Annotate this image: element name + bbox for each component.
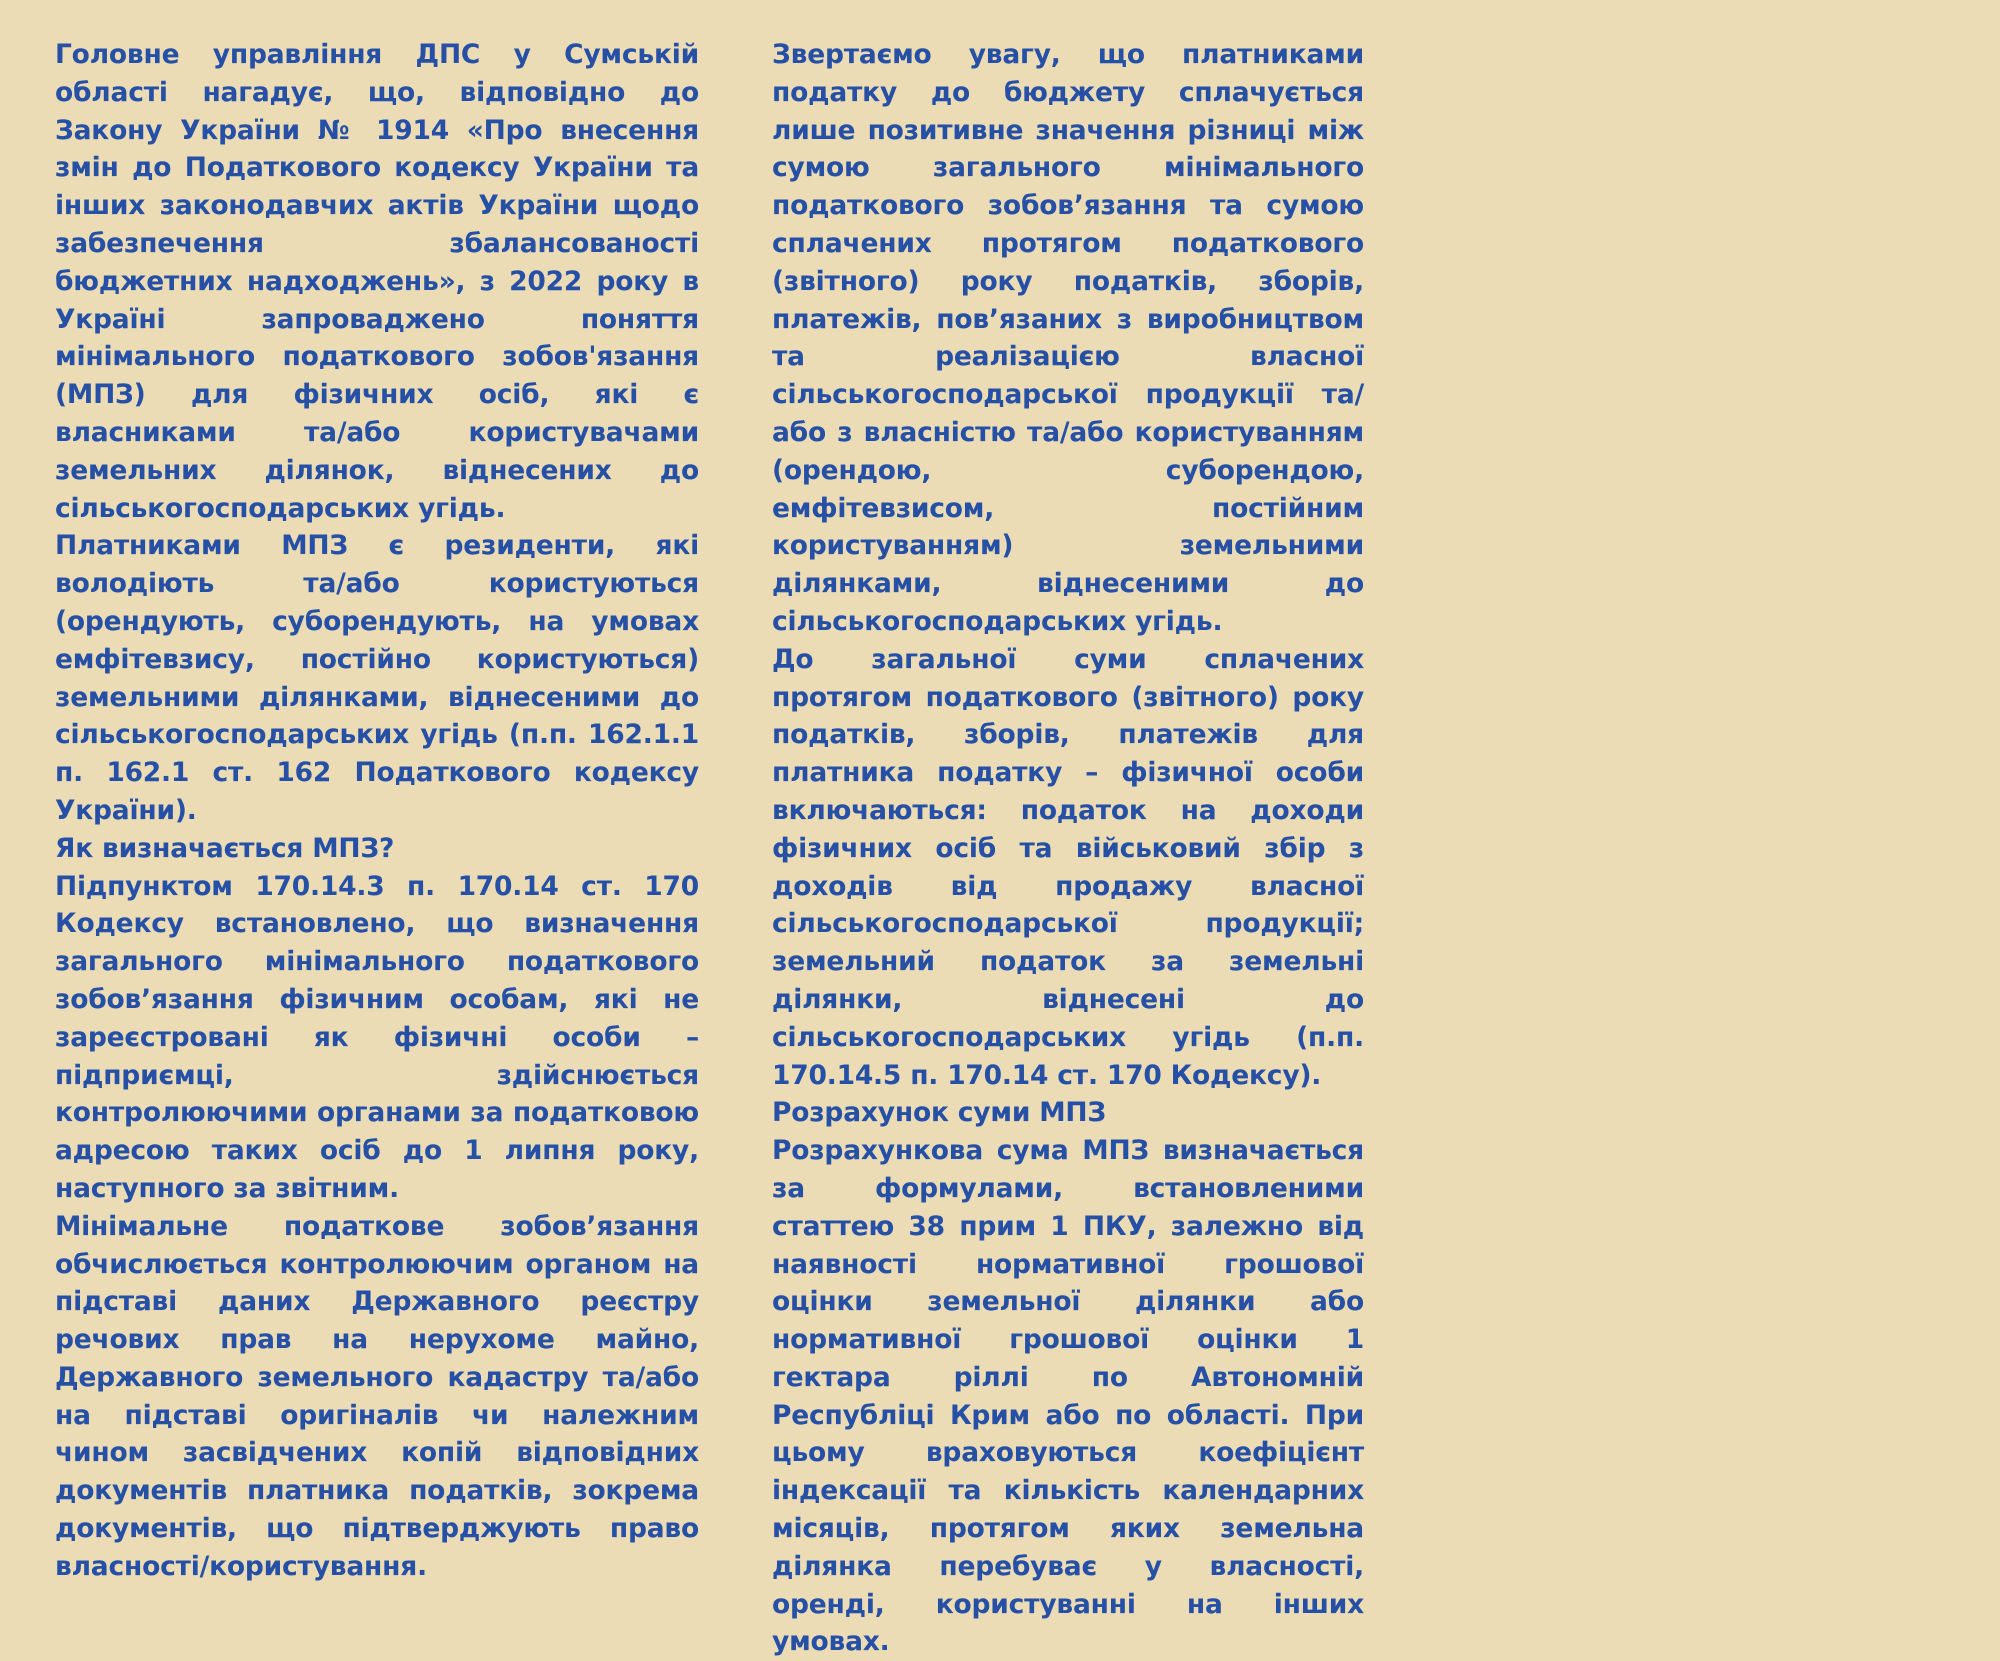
calculation-heading: Розрахунок суми МПЗ — [772, 1097, 1106, 1129]
subparagraph-paragraph: Підпунктом 170.14.3 п. 170.14 ст. 170 Кодексу встановлено, що визначення загального мінімального податкового зобов’язання фізичним особам, які не зареєстровані як фізичні особи – підприємці, здійснюється контролюючими органами за податковою адресою таких осіб до 1 липня року, наступного за звітним. — [55, 870, 699, 1204]
total-sum-paragraph: До загальної суми сплачених протягом податкового (звітного) року податків, зборів, платежів для платника податку – фізичної особи включаються: податок на доходи фізичних осіб та військовий збір з доходів від продажу власної сільськогосподарської продукції; земельний податок за земельні ділянки, віднесені до сільськогосподарських угідь (п.п. 170.14.5 п. 170.14 ст. 170 Кодексу). — [772, 643, 1364, 1091]
right-text-column — [772, 36, 1364, 1661]
payers-paragraph: Платниками МПЗ є резиденти, які володіють та/або користуються (орендують, суборендують, на умовах емфітевзису, постійно користуються) земельними ділянками, віднесеними до сільськогосподарських угідь (п.п. 162.1.1 п. 162.1 ст. 162 Податкового кодексу України). — [55, 530, 699, 826]
intro-paragraph: Головне управління ДПС у Сумській області нагадує, що, відповідно до Закону України № 1914 «Про внесення змін до Податкового кодексу України та інших законодавчих актів України щодо забезпечення збалансованості бюджетних надходжень», з 2022 року в Україні запроваджено поняття мінімального податкового зобов'язання (МПЗ) для фізичних осіб, які є власниками та/або користувачами земельних ділянок, віднесених до сільськогосподарських угідь. — [55, 39, 699, 524]
how-determined-heading: Як визначається МПЗ? — [55, 832, 395, 864]
attention-paragraph: Звертаємо увагу, що платниками податку до бюджету сплачується лише позитивне значення різниці між сумою загального мінімального податкового зобов’язання та сумою сплачених протягом податкового (звітного) року податків, зборів, платежів, пов’язаних з виробництвом та реалізацією власної сільськогосподарської продукції та/або з власністю та/або користуванням (орендою, суборендою, емфітевзисом, постійним користуванням) земельними ділянками, віднесеними до сільськогосподарських угідь. — [772, 39, 1364, 637]
left-text-column — [55, 36, 699, 1586]
calculation-basis-paragraph: Мінімальне податкове зобов’язання обчислюється контролюючим органом на підставі даних Державного реєстру речових прав на нерухоме майно, Державного земельного кадастру та/або на підставі оригіналів чи належним чином засвідчених копій відповідних документів платника податків, зокрема документів, що підтверджують право власності/користування. — [55, 1210, 699, 1582]
formula-paragraph: Розрахункова сума МПЗ визначається за формулами, встановленими статтею 38 прим 1 ПКУ, залежно від наявності нормативної грошової оцінки земельної ділянки або нормативної грошової оцінки 1 гектара ріллі по Автономній Республіці Крим або по області. При цьому враховуються коефіцієнт індексації та кількість календарних місяців, протягом яких земельна ділянка перебуває у власності, оренді, користуванні на інших умовах. — [772, 1135, 1364, 1658]
